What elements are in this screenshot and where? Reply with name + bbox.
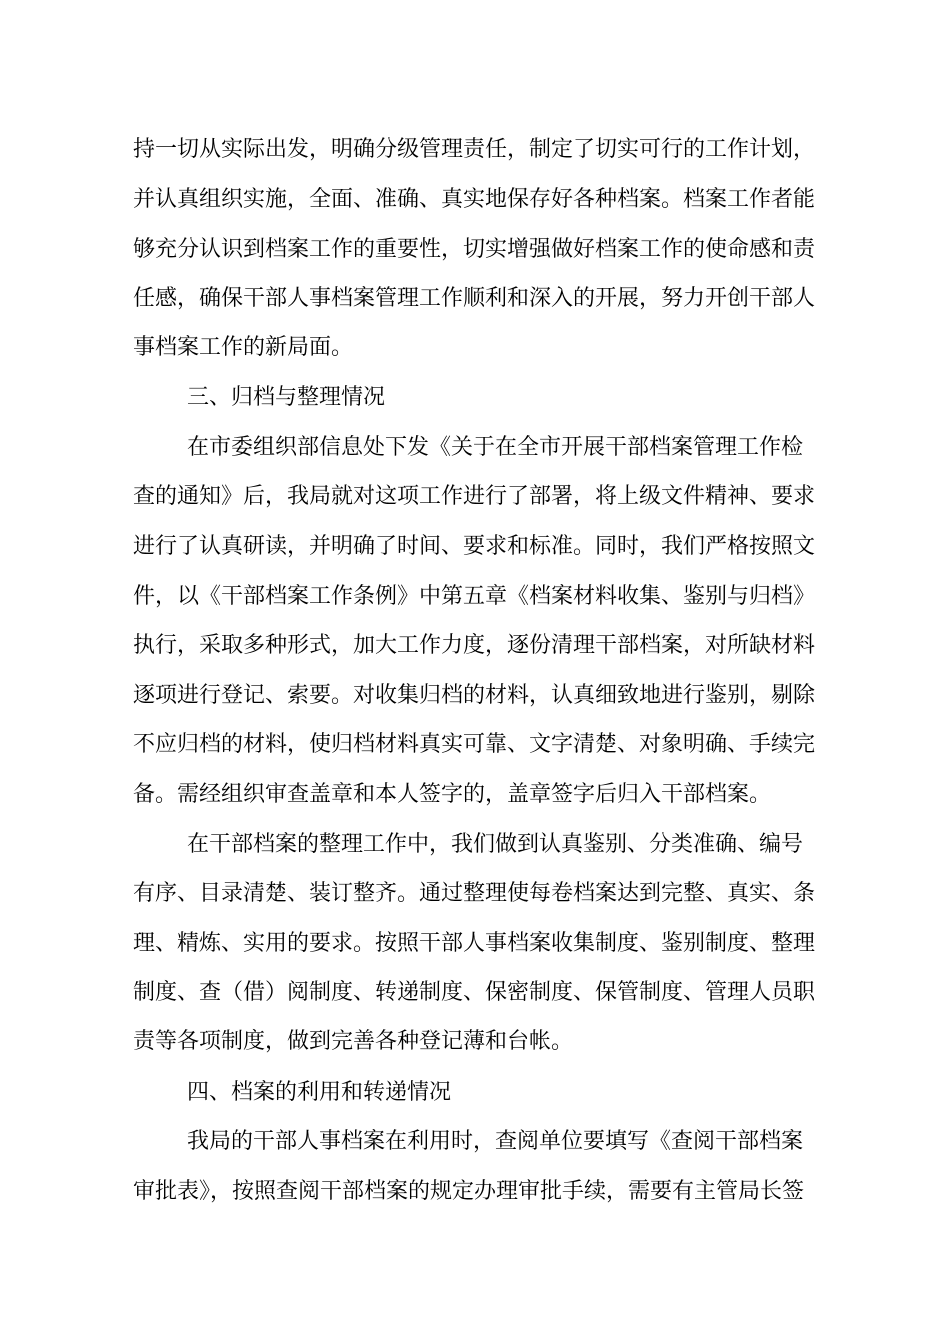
paragraph-line: 持一切从实际出发，明确分级管理责任，制定了切实可行的工作计划， (133, 137, 816, 162)
paragraph-line: 事档案工作的新局面。 (133, 335, 354, 360)
paragraph-line: 进行了认真研读，并明确了时间、要求和标准。同时，我们严格按照文 (133, 534, 816, 559)
paragraph-line: 逐项进行登记、索要。对收集归档的材料，认真细致地进行鉴别，剔除 (133, 683, 816, 708)
paragraph-line: 审批表》，按照查阅干部档案的规定办理审批手续，需要有主管局长签 (133, 1179, 805, 1204)
paragraph-line: 件，以《干部档案工作条例》中第五章《档案材料收集、鉴别与归档》 (133, 584, 816, 609)
paragraph-line: 任感，确保干部人事档案管理工作顺利和深入的开展，努力开创干部人 (133, 286, 816, 311)
paragraph-line: 制度、查（借）阅制度、转递制度、保密制度、保管制度、管理人员职 (133, 980, 816, 1005)
paragraph-line: 不应归档的材料，使归档材料真实可靠、文字清楚、对象明确、手续完 (133, 732, 816, 757)
section-heading: 三、归档与整理情况 (187, 385, 386, 410)
paragraph-line: 责等各项制度，做到完善各种登记薄和台帐。 (133, 1029, 574, 1054)
paragraph-line: 执行，采取多种形式，加大工作力度，逐份清理干部档案，对所缺材料 (133, 633, 816, 658)
paragraph-line: 有序、目录清楚、装订整齐。通过整理使每卷档案达到完整、真实、条 (133, 881, 816, 906)
paragraph-line: 在干部档案的整理工作中，我们做到认真鉴别、分类准确、编号 (187, 832, 804, 857)
paragraph-line: 在市委组织部信息处下发《关于在全市开展干部档案管理工作检 (187, 435, 804, 460)
paragraph-line: 并认真组织实施，全面、准确、真实地保存好各种档案。档案工作者能 (133, 187, 816, 212)
section-heading: 四、档案的利用和转递情况 (187, 1080, 452, 1105)
paragraph-line: 理、精炼、实用的要求。按照干部人事档案收集制度、鉴别制度、整理 (133, 931, 816, 956)
paragraph-line: 备。需经组织审查盖章和本人签字的，盖章签字后归入干部档案。 (133, 782, 772, 807)
paragraph-line: 我局的干部人事档案在利用时，查阅单位要填写《查阅干部档案 (187, 1129, 804, 1154)
paragraph-line: 够充分认识到档案工作的重要性，切实增强做好档案工作的使命感和责 (133, 237, 816, 262)
paragraph-line: 查的通知》后，我局就对这项工作进行了部署，将上级文件精神、要求 (133, 484, 816, 509)
